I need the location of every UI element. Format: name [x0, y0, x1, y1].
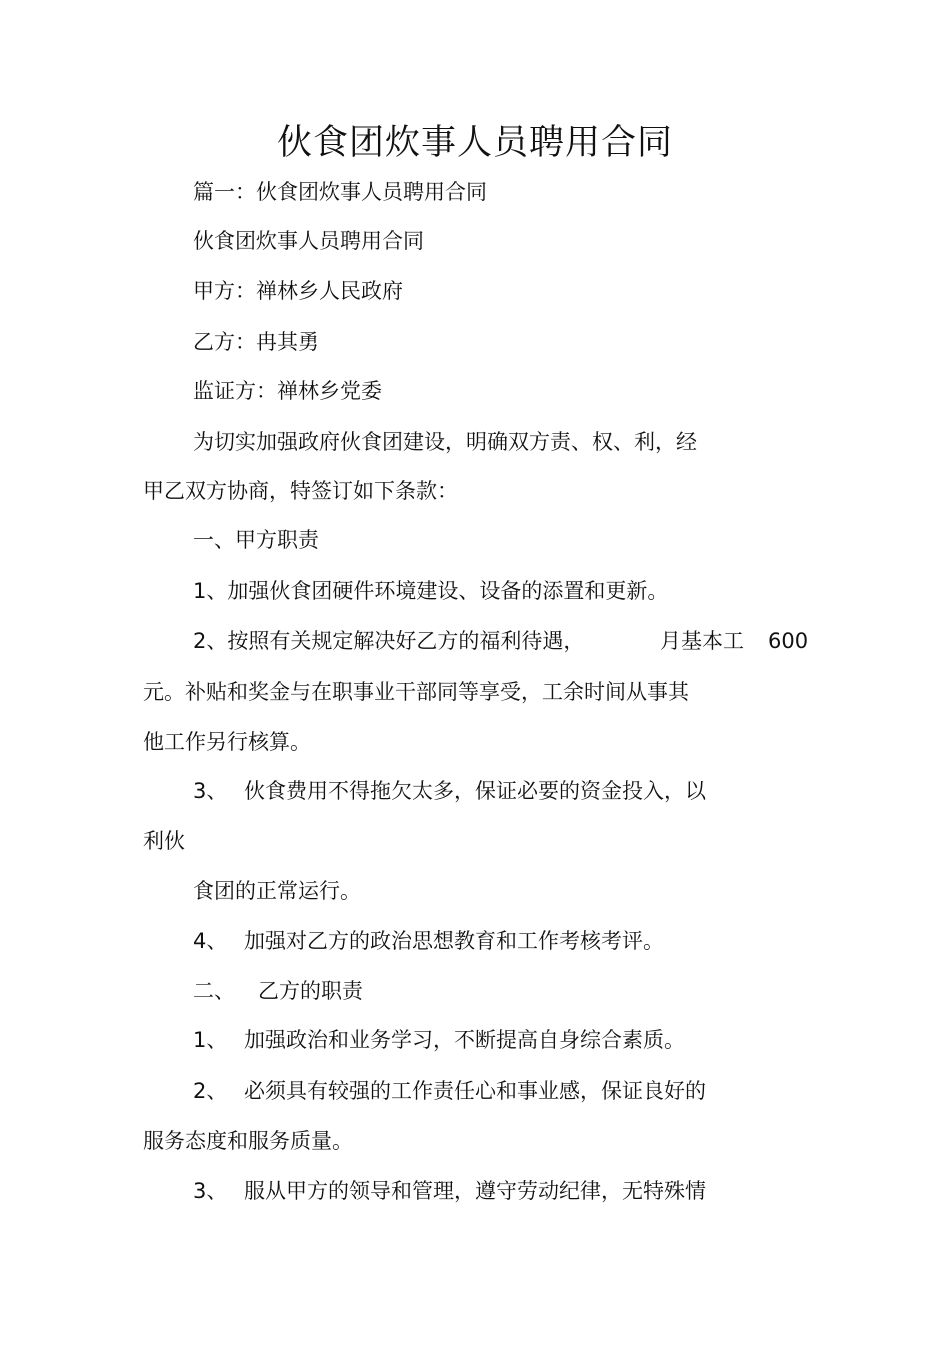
party-b-duties-heading: 乙方的职责 [258, 979, 363, 1003]
clause-b1-number: 1、 [193, 1028, 228, 1052]
clause-a2-line-2: 元。补贴和奖金与在职事业干部同等享受，工余时间从事其 [143, 680, 689, 704]
clause-a3-number: 3、 [193, 779, 228, 803]
clause-a3-line-2: 利伙 [143, 829, 185, 853]
section-heading: 篇一：伙食团炊事人员聘用合同 [193, 180, 487, 204]
party-b-duties-number: 二、 [193, 979, 235, 1003]
party-a: 甲方：禅林乡人民政府 [193, 279, 403, 303]
preamble-line-2: 甲乙双方协商，特签订如下条款： [143, 479, 458, 503]
clause-b2-number: 2、 [193, 1079, 228, 1103]
clause-a3-line-3: 食团的正常运行。 [193, 879, 361, 903]
clause-b2-text: 必须具有较强的工作责任心和事业感，保证良好的 [244, 1079, 706, 1103]
clause-a2-salary-label: 月基本工 [660, 629, 744, 653]
witness-party: 监证方：禅林乡党委 [193, 379, 382, 403]
preamble-line-1: 为切实加强政府伙食团建设，明确双方责、权、利，经 [193, 430, 697, 454]
clause-a2-salary-amount: 600 [768, 629, 809, 653]
clause-a3-text: 伙食费用不得拖欠太多，保证必要的资金投入，以 [244, 779, 706, 803]
clause-b1-text: 加强政治和业务学习，不断提高自身综合素质。 [244, 1028, 685, 1052]
clause-a4-text: 加强对乙方的政治思想教育和工作考核考评。 [244, 929, 664, 953]
contract-name: 伙食团炊事人员聘用合同 [193, 229, 424, 253]
party-b: 乙方：冉其勇 [193, 330, 319, 354]
party-a-duties-heading: 一、甲方职责 [193, 528, 319, 552]
document-title: 伙食团炊事人员聘用合同 [276, 123, 673, 163]
clause-b2-line-2: 服务态度和服务质量。 [143, 1129, 353, 1153]
clause-b3-text: 服从甲方的领导和管理，遵守劳动纪律，无特殊情 [244, 1179, 706, 1203]
clause-a2-line-3: 他工作另行核算。 [143, 730, 311, 754]
clause-b3-number: 3、 [193, 1179, 228, 1203]
clause-a4-number: 4、 [193, 929, 228, 953]
clause-a1: 1、加强伙食团硬件环境建设、设备的添置和更新。 [193, 579, 669, 603]
clause-a2-part-1: 2、按照有关规定解决好乙方的福利待遇， [193, 629, 585, 653]
